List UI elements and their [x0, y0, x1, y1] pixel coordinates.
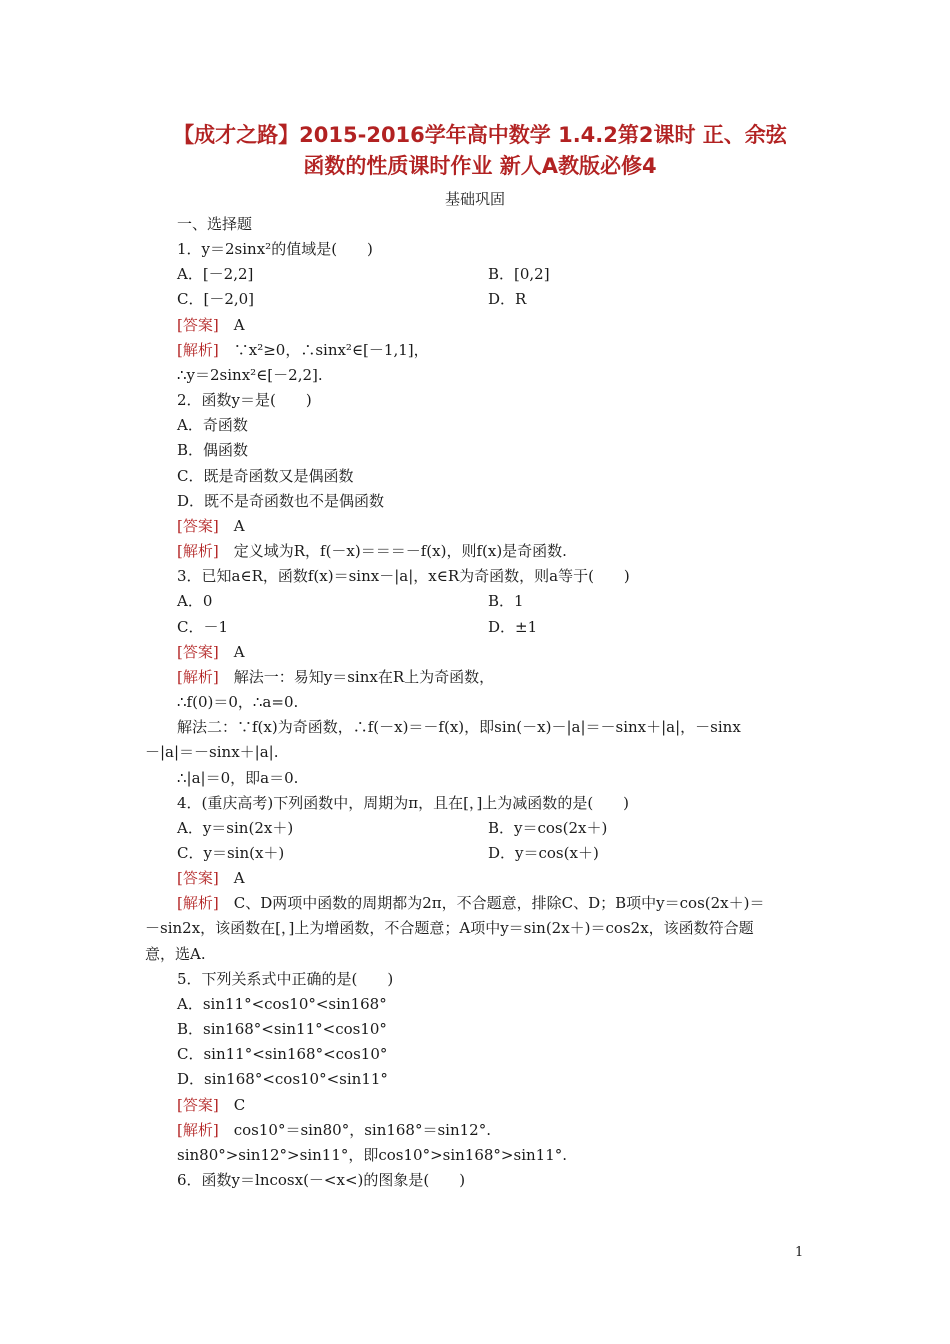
question-3-analysis — [177, 666, 494, 688]
analysis-tag: [解析] — [177, 668, 219, 686]
answer-value: C — [233, 1096, 246, 1114]
question-5-stem: 5．下列关系式中正确的是( ) — [177, 970, 394, 988]
answer-tag: [答案] — [177, 643, 219, 661]
question-3-option-c: C．－1 — [177, 618, 229, 636]
answer-tag: [答案] — [177, 1096, 219, 1114]
question-1-stem: 1．y＝2sinx²的值域是( ) — [177, 240, 373, 258]
answer-tag: [答案] — [177, 316, 219, 334]
question-4-option-a: A．y＝sin(2x＋) — [177, 819, 294, 837]
analysis-tag: [解析] — [177, 1121, 219, 1139]
question-1-option-b: B．[0,2] — [488, 265, 550, 283]
section-subtitle: 基础巩固 — [444, 190, 505, 208]
question-1-analysis — [177, 339, 429, 361]
answer-value: A — [233, 869, 245, 887]
question-5-analysis — [177, 1119, 491, 1141]
answer-tag: [答案] — [177, 869, 219, 887]
document-title — [120, 120, 840, 182]
analysis-text: 解法一：易知y＝sinx在R上为奇函数， — [233, 668, 495, 686]
question-5-option-b: B．sin168°<sin11°<cos10° — [177, 1020, 387, 1038]
question-2-answer — [177, 515, 245, 537]
question-6-stem: 6．函数y＝lncosx(－<x<)的图象是( ) — [177, 1171, 466, 1189]
analysis-text: C、D两项中函数的周期都为2π，不合题意，排除C、D；B项中y＝cos(2x＋)＝ — [233, 894, 765, 912]
analysis-text: ∵x²≥0，∴sinx²∈[－1,1]， — [233, 341, 429, 359]
question-1-option-d: D．R — [488, 290, 527, 308]
question-3-analysis-line: －|a|＝－sinx＋|a|. — [145, 743, 279, 761]
question-2-option-b: B．偶函数 — [177, 441, 249, 459]
question-4-analysis-line: 意，选A. — [145, 945, 206, 963]
question-5-option-a: A．sin11°<cos10°<sin168° — [177, 995, 387, 1013]
question-5-analysis-line: sin80°>sin12°>sin11°，即cos10°>sin168°>sin11°. — [177, 1146, 568, 1164]
answer-value: A — [233, 316, 245, 334]
question-1-option-c: C．[－2,0] — [177, 290, 255, 308]
question-2-analysis — [177, 540, 567, 562]
question-3-analysis-line: ∴|a|＝0，即a＝0. — [177, 769, 299, 787]
answer-tag: [答案] — [177, 517, 219, 535]
question-5-answer — [177, 1094, 245, 1116]
question-1-analysis-line: ∴y＝2sinx²∈[－2,2]. — [177, 366, 323, 384]
question-4-stem: 4．(重庆高考)下列函数中，周期为π，且在[，]上为减函数的是( ) — [177, 794, 630, 812]
question-2-stem: 2．函数y＝是( ) — [177, 391, 312, 409]
analysis-tag: [解析] — [177, 341, 219, 359]
analysis-tag: [解析] — [177, 894, 219, 912]
question-3-analysis-line: ∴f(0)＝0，∴a=0. — [177, 693, 299, 711]
question-4-option-c: C．y＝sin(x＋) — [177, 844, 285, 862]
question-1-option-a: A．[－2,2] — [177, 265, 254, 283]
question-3-option-d: D．±1 — [488, 618, 538, 636]
section-heading: 一、选择题 — [177, 215, 253, 233]
question-2-option-c: C．既是奇函数又是偶函数 — [177, 467, 354, 485]
question-3-stem: 3．已知a∈R，函数f(x)＝sinx－|a|，x∈R为奇函数，则a等于( ) — [177, 567, 630, 585]
title-line-1: 【成才之路】2015-2016学年高中数学 1.4.2第2课时 正、余弦 — [173, 123, 787, 147]
answer-value: A — [233, 643, 245, 661]
question-3-option-b: B．1 — [488, 592, 524, 610]
question-3-answer — [177, 641, 245, 663]
question-5-option-d: D．sin168°<cos10°<sin11° — [177, 1070, 388, 1088]
question-3-analysis-line: 解法二：∵f(x)为奇函数，∴f(－x)＝－f(x)，即sin(－x)－|a|＝－sinx＋|a|，－sinx — [177, 718, 741, 736]
question-1-answer — [177, 314, 245, 336]
question-2-option-d: D．既不是奇函数也不是偶函数 — [177, 492, 385, 510]
question-3-option-a: A．0 — [177, 592, 213, 610]
question-5-option-c: C．sin11°<sin168°<cos10° — [177, 1045, 388, 1063]
question-4-option-d: D．y＝cos(x＋) — [488, 844, 599, 862]
title-line-2: 函数的性质课时作业 新人A教版必修4 — [303, 154, 657, 178]
answer-value: A — [233, 517, 245, 535]
question-4-answer — [177, 867, 245, 889]
analysis-text: cos10°＝sin80°，sin168°＝sin12°. — [233, 1121, 491, 1139]
question-4-option-b: B．y＝cos(2x＋) — [488, 819, 608, 837]
question-2-option-a: A．奇函数 — [177, 416, 248, 434]
analysis-tag: [解析] — [177, 542, 219, 560]
question-4-analysis — [177, 892, 764, 914]
analysis-text: 定义域为R，f(－x)＝＝＝－f(x)，则f(x)是奇函数. — [233, 542, 567, 560]
page-number: 1 — [795, 1245, 804, 1260]
question-4-analysis-line: －sin2x，该函数在[，]上为增函数，不合题意；A项中y＝sin(2x＋)＝cos2x，该函数符合题 — [145, 919, 754, 937]
